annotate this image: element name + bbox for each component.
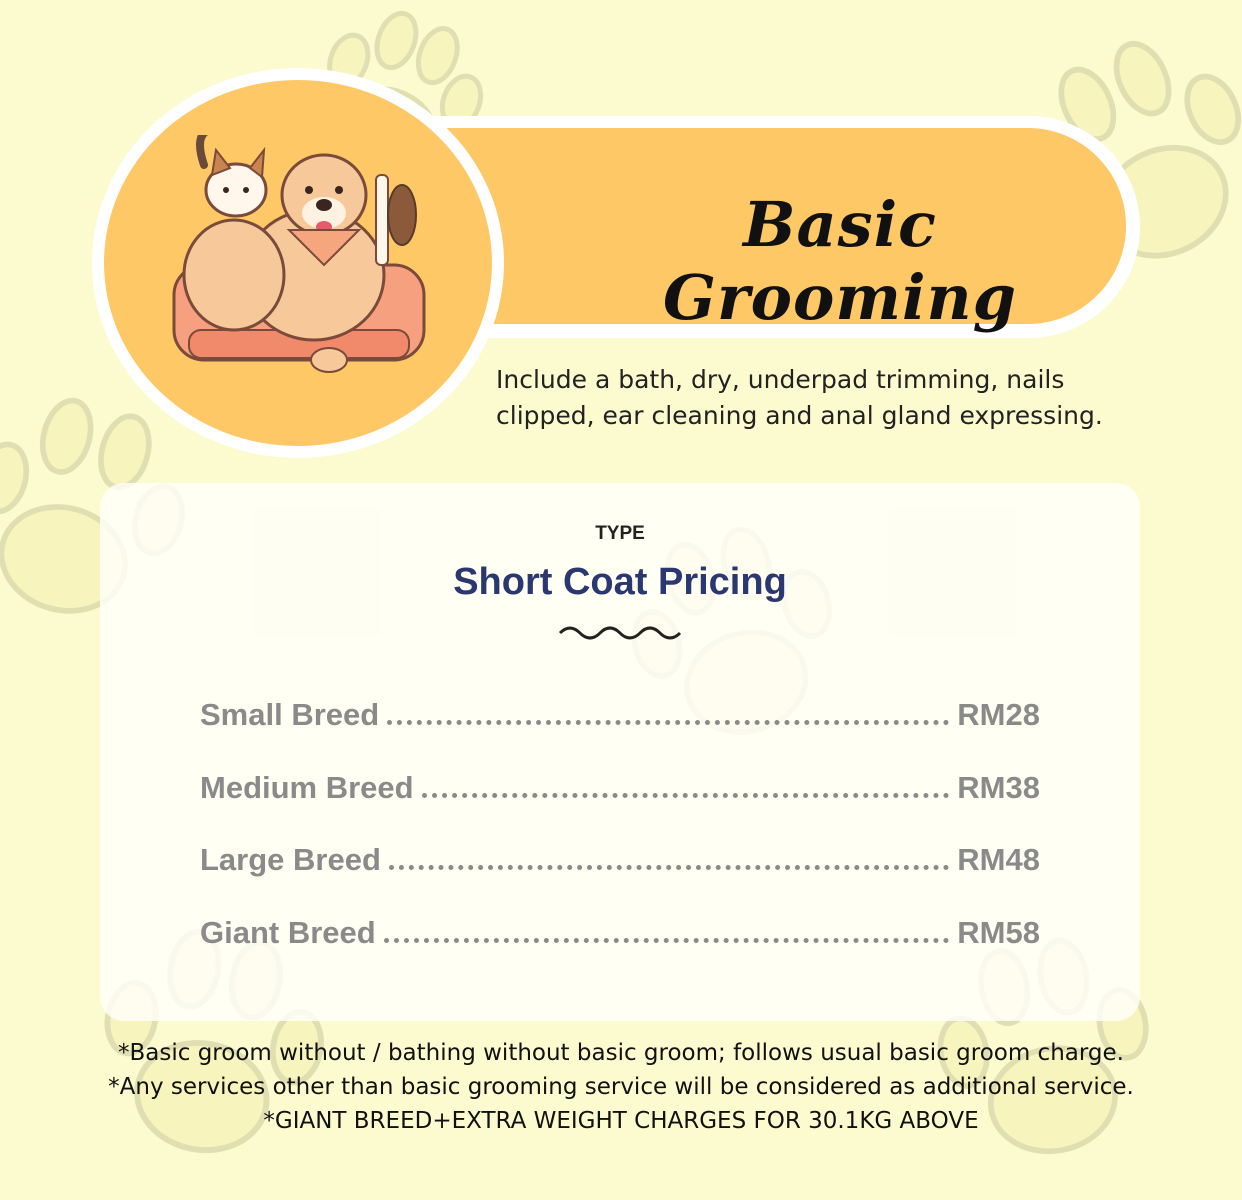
- dot-leader: [384, 938, 950, 943]
- footnotes: [0, 1036, 1242, 1138]
- footnote: *Basic groom without / bathing without basic groom; follows usual basic groom charge.: [118, 1040, 1124, 1066]
- breed-name: Large Breed: [200, 842, 381, 877]
- price-row-giant: [200, 911, 1040, 951]
- price-row-large: [200, 838, 1040, 878]
- illustration-badge-fill: [104, 80, 492, 446]
- breed-price: RM48: [957, 842, 1040, 877]
- breed-price: RM38: [957, 770, 1040, 805]
- breed-price: RM58: [957, 915, 1040, 950]
- pricing-card: [100, 483, 1140, 1021]
- title-banner-fill: [420, 128, 1126, 334]
- title-banner: [420, 116, 1140, 338]
- wave-divider-icon: [558, 621, 682, 645]
- footnote: *GIANT BREED+EXTRA WEIGHT CHARGES FOR 30.1KG ABOVE: [263, 1108, 979, 1134]
- breed-name: Small Breed: [200, 697, 380, 732]
- breed-price: RM28: [957, 697, 1040, 732]
- breed-name: Giant Breed: [200, 915, 376, 950]
- dot-leader: [389, 865, 949, 870]
- pricing-title: Short Coat Pricing: [453, 561, 787, 603]
- type-label: TYPE: [595, 523, 645, 544]
- price-row-medium: [200, 766, 1040, 806]
- breed-name: Medium Breed: [200, 770, 414, 805]
- footnote: *Any services other than basic grooming service will be considered as additional service.: [108, 1074, 1134, 1100]
- page-title: Basic Grooming: [663, 188, 1017, 334]
- dot-leader: [387, 720, 949, 725]
- illustration-badge: [92, 68, 504, 458]
- service-description: Include a bath, dry, underpad trimming, nails clipped, ear cleaning and anal gland expressing.: [496, 365, 1103, 430]
- price-row-small: [200, 693, 1040, 733]
- pet-illustration-icon: [164, 135, 434, 389]
- dot-leader: [422, 793, 950, 798]
